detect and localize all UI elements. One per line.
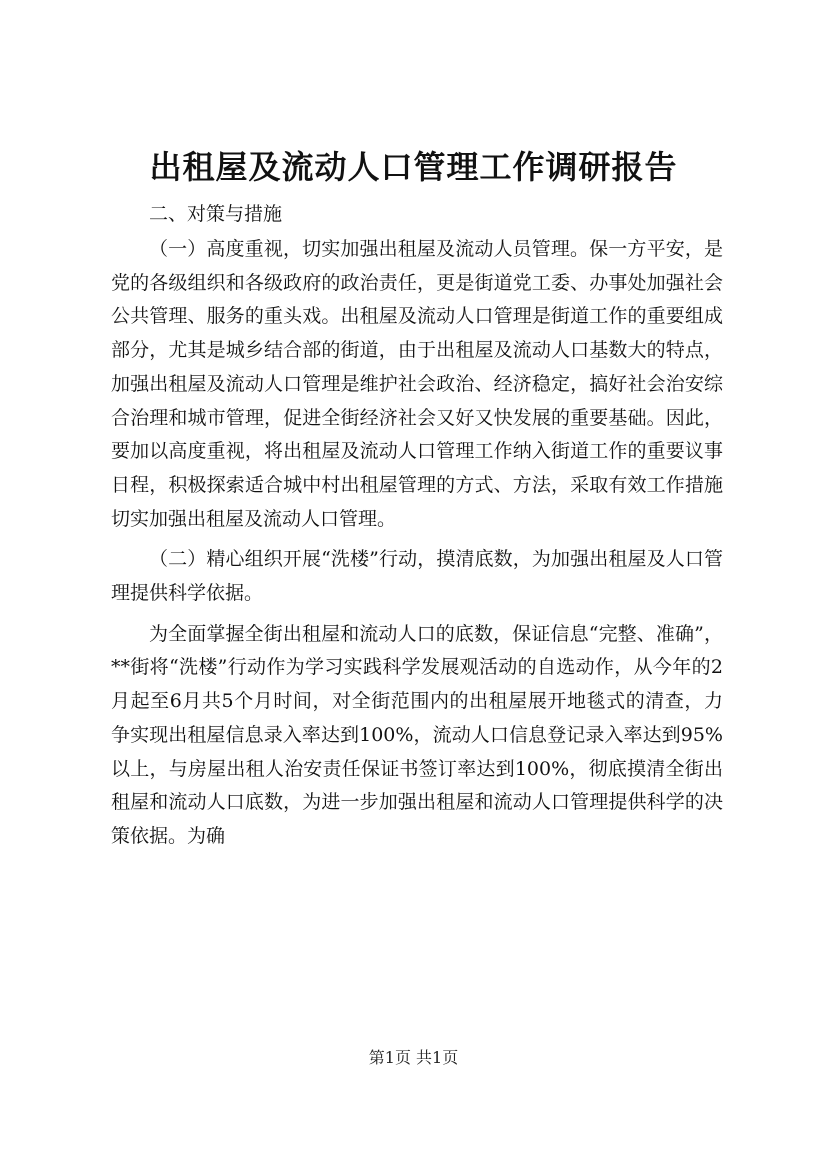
paragraph-2: （二）精心组织开展“洗楼”行动，摸清底数，为加强出租屋及人口管理提供科学依据。	[111, 548, 723, 605]
document-title: 出租屋及流动人口管理工作调研报告	[149, 148, 678, 186]
paragraph-3: 为全面掌握全街出租屋和流动人口的底数，保证信息“完整、准确”，**街将“洗楼”行动作为学习实践科学发展观活动的自选动作，从今年的2月起至6月共5个月时间，对全街范围内的出租屋展开地毯式的清查，力争实现出租屋信息录入率达到100%，流动人口信息登记录入率达到95%以上，与房屋出租人治安责任保证书签订率达到100%，彻底摸清全街出租屋和流动人口底数，为进一步加强出租屋和流动人口管理提供科学的决策依据。为确	[111, 622, 723, 847]
section-heading: 二、对策与措施	[149, 203, 283, 225]
document-body	[111, 198, 723, 854]
paragraph-1: （一）高度重视，切实加强出租屋及流动人员管理。保一方平安，是党的各级组织和各级政府的政治责任，更是街道党工委、办事处加强社会公共管理、服务的重头戏。出租屋及流动人口管理是街道工作的重要组成部分，尤其是城乡结合部的街道，由于出租屋及流动人口基数大的特点，加强出租屋及流动人口管理是维护社会政治、经济稳定，搞好社会治安综合治理和城市管理，促进全街经济社会又好又快发展的重要基础。因此，要加以高度重视，将出租屋及流动人口管理工作纳入街道工作的重要议事日程，积极探索适合城中村出租屋管理的方式、方法，采取有效工作措施切实加强出租屋及流动人口管理。	[111, 238, 723, 530]
page-footer: 第1页 共1页	[368, 1048, 459, 1067]
